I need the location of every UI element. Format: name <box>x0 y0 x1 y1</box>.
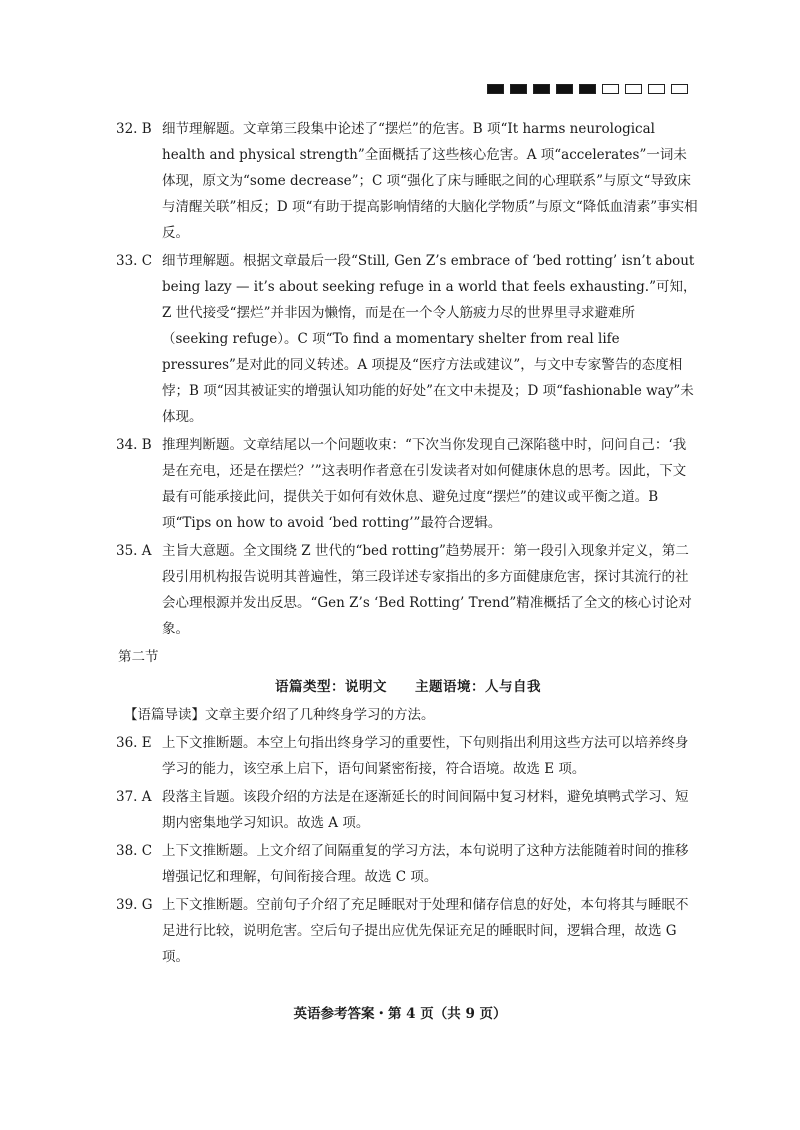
answer-content <box>118 116 698 972</box>
page-footer: 英语参考答案・第 4 页（共 9 页） <box>293 1006 507 1022</box>
progress-square <box>625 84 642 94</box>
answer-explanation: 段落主旨题。该段介绍的方法是在逐渐延长的时间间隔中复习材料，避免填鸭式学习、短期内密集地学习知识。故选 A 项。 <box>162 789 689 831</box>
answer-explanation: 上下文推断题。本空上句指出终身学习的重要性，下句则指出利用这些方法可以培养终身学习的能力，该空承上启下，语句间紧密衔接，符合语境。故选 E 项。 <box>162 735 689 777</box>
progress-square <box>533 84 550 94</box>
answer-item <box>118 116 698 246</box>
passage-type-header: 语篇类型：说明文 主题语境：人与自我 <box>275 679 541 695</box>
progress-square <box>671 84 688 94</box>
answer-item <box>118 248 698 430</box>
question-number: 38. C <box>116 843 153 859</box>
answer-item <box>118 784 698 836</box>
question-number: 33. C <box>116 253 153 269</box>
answer-explanation: 推理判断题。文章结尾以一个问题收束：“下次当你发现自己深陷毯中时，问问自己：‘我是在充电，还是在摆烂？’”这表明作者意在引发读者对如何健康休息的思考。因此，下文最有可能承接此问，提供关于如何有效休息、避免过度“摆烂”的建议或平衡之道。B 项“Tips on how to avoid ‘bed rotting’”最符合逻辑。 <box>162 437 687 531</box>
answer-item <box>118 838 698 890</box>
answer-explanation: 细节理解题。文章第三段集中论述了“摆烂”的危害。B 项“It harms neurological health and physical strength”全面概括了这些核心危害。A 项“accelerates”一词未体现，原文为“some decrease”；C 项“强化了床与睡眠之间的心理联系”与原文“导致床与清醒关联”相反；D 项“有助于提高影响情绪的大脑化学物质”与原文“降低血清素”事实相反。 <box>162 121 698 241</box>
page-progress-indicator <box>487 84 688 94</box>
progress-square <box>579 84 596 94</box>
question-number: 34. B <box>116 437 152 453</box>
question-number: 37. A <box>116 789 152 805</box>
answer-item <box>118 432 698 536</box>
progress-square <box>556 84 573 94</box>
answer-item <box>118 538 698 642</box>
question-number: 36. E <box>116 735 152 751</box>
passage-intro: 【语篇导读】文章主要介绍了几种终身学习的方法。 <box>124 707 435 723</box>
answer-explanation: 上下文推断题。上文介绍了间隔重复的学习方法，本句说明了这种方法能随着时间的推移增强记忆和理解，句间衔接合理。故选 C 项。 <box>162 843 689 885</box>
progress-square <box>648 84 665 94</box>
answer-explanation: 主旨大意题。全文围绕 Z 世代的“bed rotting”趋势展开：第一段引入现象并定义，第二段引用机构报告说明其普遍性，第三段详述专家指出的多方面健康危害，探讨其流行的社会心理根源并发出反思。“Gen Z’s ‘Bed Rotting’ Trend”精准概括了全文的核心讨论对象。 <box>162 543 692 637</box>
progress-square <box>510 84 527 94</box>
question-number: 39. G <box>116 897 153 913</box>
progress-square <box>487 84 504 94</box>
answer-item <box>118 730 698 782</box>
answer-item <box>118 892 698 970</box>
question-number: 32. B <box>116 121 152 137</box>
answer-explanation: 细节理解题。根据文章最后一段“Still, Gen Z’s embrace of ‘bed rotting’ isn’t about being lazy — it’s about seeking refuge in a world that feels exhausting.”可知，Z 世代接受“摆烂”并非因为懒惰，而是在一个令人筋疲力尽的世界里寻求避难所（seeking refuge）。C 项“To find a momentary shelter from real life pressures”是对此的同义转述。A 项提及“医疗方法或建议”，与文中专家警告的态度相悖；B 项“因其被证实的增强认知功能的好处”在文中未提及；D 项“fashionable way”未体现。 <box>162 253 697 425</box>
answer-explanation: 上下文推断题。空前句子介绍了充足睡眠对于处理和储存信息的好处，本句将其与睡眠不足进行比较，说明危害。空后句子提出应优先保证充足的睡眠时间，逻辑合理，故选 G 项。 <box>162 897 689 965</box>
question-number: 35. A <box>116 543 152 559</box>
progress-square <box>602 84 619 94</box>
section-title: 第二节 <box>118 649 159 665</box>
